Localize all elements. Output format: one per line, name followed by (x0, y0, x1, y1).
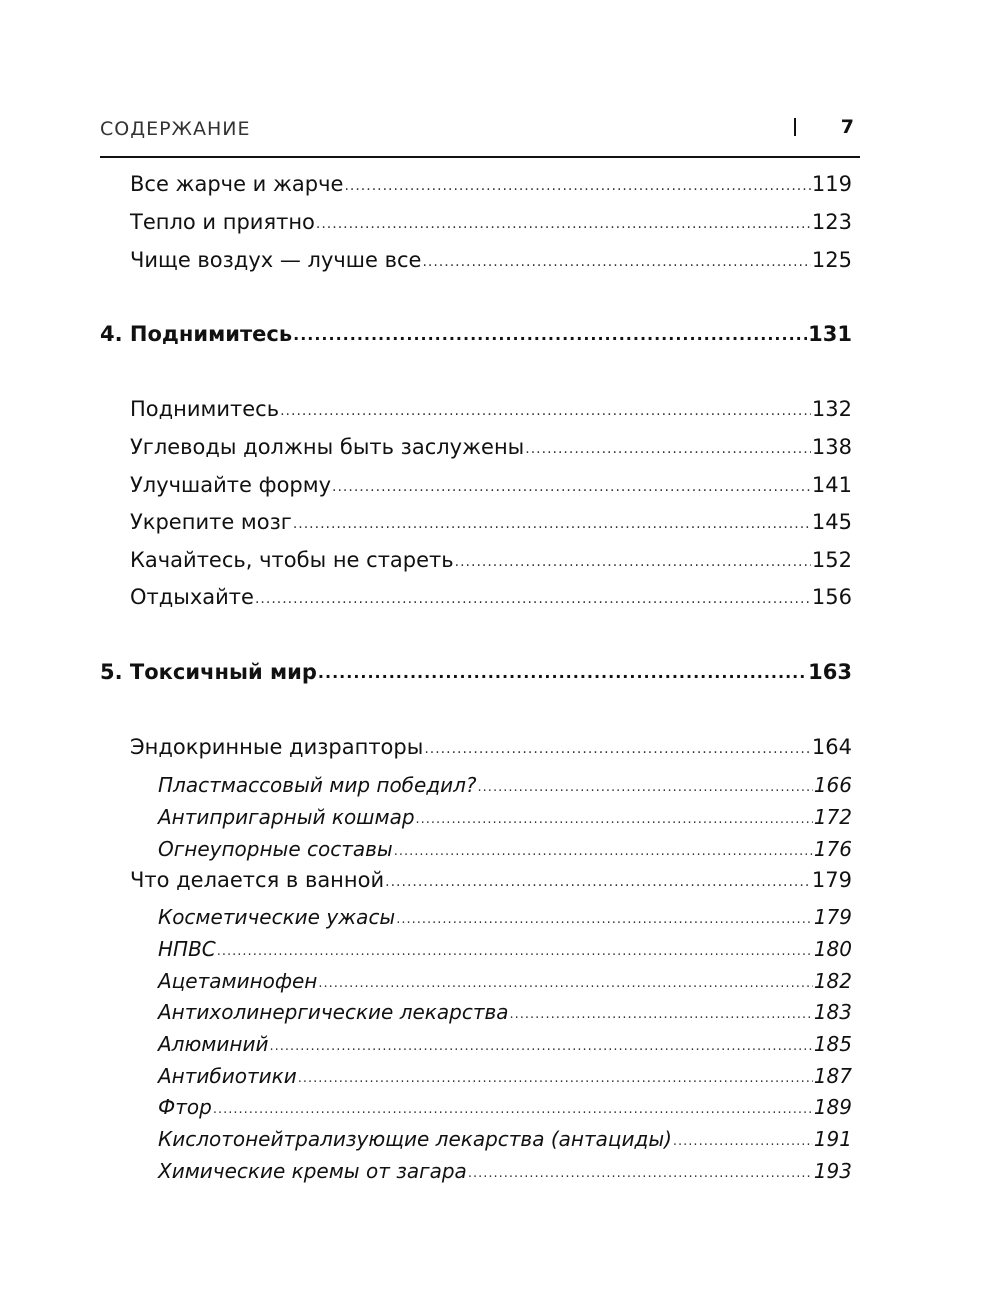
toc-subentry[interactable] (158, 969, 852, 1001)
toc-entry-title: Что делается в ванной (130, 868, 385, 892)
toc-subentry-title: Химические кремы от загара (158, 1159, 467, 1183)
toc-subentry[interactable] (158, 1032, 852, 1064)
toc-leader-dots (424, 741, 811, 757)
toc-subentry[interactable] (158, 1064, 852, 1096)
toc-leader-dots (510, 1007, 813, 1022)
toc-subentry-page: 185 (813, 1032, 852, 1056)
toc-entry-page: 119 (811, 172, 852, 196)
toc-entry[interactable] (130, 510, 852, 542)
toc-entry-page: 132 (811, 397, 852, 421)
toc-subentry-title: Антипригарный кошмар (158, 805, 415, 829)
toc-subentry[interactable] (158, 1095, 852, 1127)
toc-leader-dots (298, 1071, 813, 1086)
toc-entry-title: Углеводы должны быть заслужены (130, 435, 525, 459)
toc-leader-dots (293, 325, 807, 344)
toc-leader-dots (525, 441, 811, 457)
toc-subentry-page: 172 (813, 805, 852, 829)
toc-leader-dots (455, 554, 811, 570)
toc-leader-dots (422, 254, 810, 270)
toc-leader-dots (673, 1134, 813, 1149)
toc-chapter-title: 4. Поднимитесь (100, 322, 293, 346)
toc-leader-dots (396, 912, 813, 927)
toc-subentry-title: Антихолинергические лекарства (158, 1000, 509, 1024)
toc-subentry-title: Пластмассовый мир победил? (158, 773, 477, 797)
toc-entry[interactable] (130, 868, 852, 900)
toc-leader-dots (344, 178, 810, 194)
toc-subentry[interactable] (158, 1159, 852, 1191)
toc-leader-dots (269, 1039, 812, 1054)
toc-entry-page: 156 (811, 585, 852, 609)
toc-entry-page: 179 (811, 868, 852, 892)
toc-chapter-entry[interactable] (100, 660, 852, 692)
running-header (100, 114, 860, 158)
toc-chapter-page: 131 (808, 322, 852, 346)
toc-subentry-page: 193 (813, 1159, 852, 1183)
toc-entry[interactable] (130, 735, 852, 767)
toc-subentry-title: Фтор (158, 1095, 212, 1119)
toc-entry-title: Улучшайте форму (130, 473, 332, 497)
toc-subentry-title: Косметические ужасы (158, 905, 396, 929)
toc-chapter-title: 5. Токсичный мир (100, 660, 317, 684)
toc-subentry-page: 187 (813, 1064, 852, 1088)
toc-subentry-title: Ацетаминофен (158, 969, 318, 993)
toc-subentry-title: Антибиотики (158, 1064, 297, 1088)
toc-leader-dots (318, 976, 812, 991)
toc-entry-page: 152 (811, 548, 852, 572)
toc-entry-title: Чище воздух — лучше все (130, 248, 422, 272)
toc-entry[interactable] (130, 248, 852, 280)
toc-entry-title: Качайтесь, чтобы не стареть (130, 548, 454, 572)
toc-entry-page: 125 (811, 248, 852, 272)
toc-entry[interactable] (130, 585, 852, 617)
toc-entry-title: Отдыхайте (130, 585, 254, 609)
toc-subentry[interactable] (158, 1127, 852, 1159)
toc-subentry-page: 189 (813, 1095, 852, 1119)
toc-subentry-page: 179 (813, 905, 852, 929)
toc-subentry-page: 166 (813, 773, 852, 797)
toc-entry[interactable] (130, 397, 852, 429)
toc-subentry-title: Огнеупорные составы (158, 837, 393, 861)
toc-leader-dots (385, 874, 811, 890)
toc-entry-title: Тепло и приятно (130, 210, 315, 234)
toc-leader-dots (478, 780, 813, 795)
toc-leader-dots (280, 403, 811, 419)
toc-chapter-page: 163 (808, 660, 852, 684)
toc-leader-dots (217, 944, 813, 959)
toc-subentry-page: 180 (813, 937, 852, 961)
toc-leader-dots (316, 216, 811, 232)
toc-subentry[interactable] (158, 837, 852, 869)
toc-leader-dots (293, 516, 811, 532)
running-header-title: СОДЕРЖАНИЕ (100, 118, 251, 140)
toc-leader-dots (318, 663, 807, 682)
toc-entry-title: Все жарче и жарче (130, 172, 344, 196)
toc-entry-page: 123 (811, 210, 852, 234)
toc-subentry-page: 183 (813, 1000, 852, 1024)
toc-subentry[interactable] (158, 805, 852, 837)
toc-subentry-page: 191 (813, 1127, 852, 1151)
toc-leader-dots (468, 1166, 813, 1181)
toc-entry-title: Поднимитесь (130, 397, 280, 421)
header-divider-bar (794, 118, 796, 136)
toc-entry[interactable] (130, 435, 852, 467)
toc-subentry[interactable] (158, 905, 852, 937)
toc-entry[interactable] (130, 473, 852, 505)
toc-subentry-title: Кислотонейтрализующие лекарства (антациды) (158, 1127, 672, 1151)
toc-subentry[interactable] (158, 773, 852, 805)
toc-leader-dots (416, 812, 813, 827)
toc-subentry[interactable] (158, 1000, 852, 1032)
toc-entry-page: 141 (811, 473, 852, 497)
toc-chapter-entry[interactable] (100, 322, 852, 354)
toc-entry-page: 138 (811, 435, 852, 459)
toc-entry-title: Эндокринные дизрапторы (130, 735, 424, 759)
toc-subentry-title: Алюминий (158, 1032, 269, 1056)
toc-entry-page: 145 (811, 510, 852, 534)
toc-entry-title: Укрепите мозг (130, 510, 292, 534)
toc-subentry[interactable] (158, 937, 852, 969)
toc-subentry-page: 176 (813, 837, 852, 861)
toc-leader-dots (213, 1102, 813, 1117)
toc-entry[interactable] (130, 210, 852, 242)
toc-entry-page: 164 (811, 735, 852, 759)
toc-leader-dots (255, 591, 811, 607)
page-number: 7 (840, 116, 854, 138)
toc-leader-dots (332, 479, 811, 495)
toc-subentry-title: НПВС (158, 937, 216, 961)
toc-entry[interactable] (130, 548, 852, 580)
toc-entry[interactable] (130, 172, 852, 204)
toc-subentry-page: 182 (813, 969, 852, 993)
toc-leader-dots (394, 844, 813, 859)
